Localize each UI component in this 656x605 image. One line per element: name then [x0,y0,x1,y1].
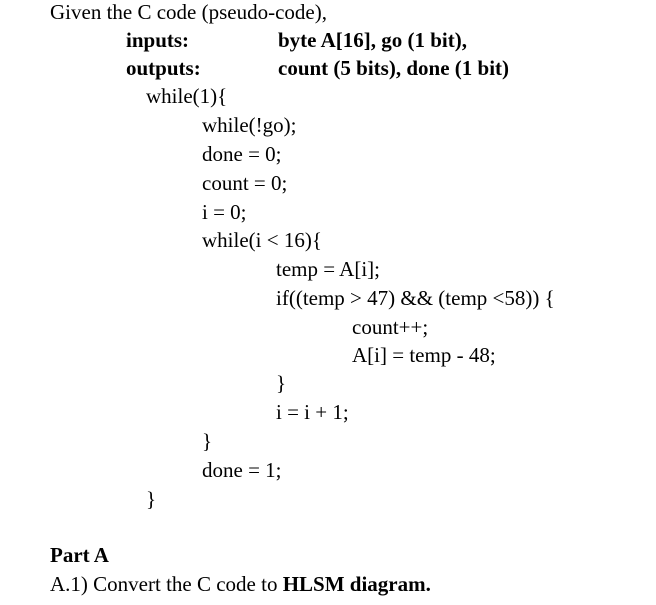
code-line: while(!go); [202,113,297,137]
code-line: done = 0; [202,142,282,166]
code-line: temp = A[i]; [276,257,380,281]
code-line: } [146,487,157,511]
code-line: while(i < 16){ [202,228,322,252]
code-line: i = i + 1; [276,400,349,424]
question-prefix: A.1) Convert the C code to [50,572,283,596]
inputs-label: inputs: [126,28,190,52]
code-line: A[i] = temp - 48; [352,343,496,367]
code-line: } [276,371,287,395]
code-line: count = 0; [202,171,288,195]
code-line: i = 0; [202,200,247,224]
question-bold: HLSM diagram. [282,572,431,596]
outputs-label: outputs: [126,56,201,80]
code-line: if((temp > 47) && (temp <58)) { [276,286,555,310]
code-line: while(1){ [146,84,228,108]
part-title: Part A [50,543,109,567]
code-line: done = 1; [202,458,282,482]
part-question [50,572,431,596]
intro-text: Given the C code (pseudo-code), [50,0,327,24]
inputs-value: byte A[16], go (1 bit), [278,28,467,52]
outputs-value: count (5 bits), done (1 bit) [278,56,510,80]
code-line: count++; [352,315,429,339]
code-line: } [202,429,213,453]
